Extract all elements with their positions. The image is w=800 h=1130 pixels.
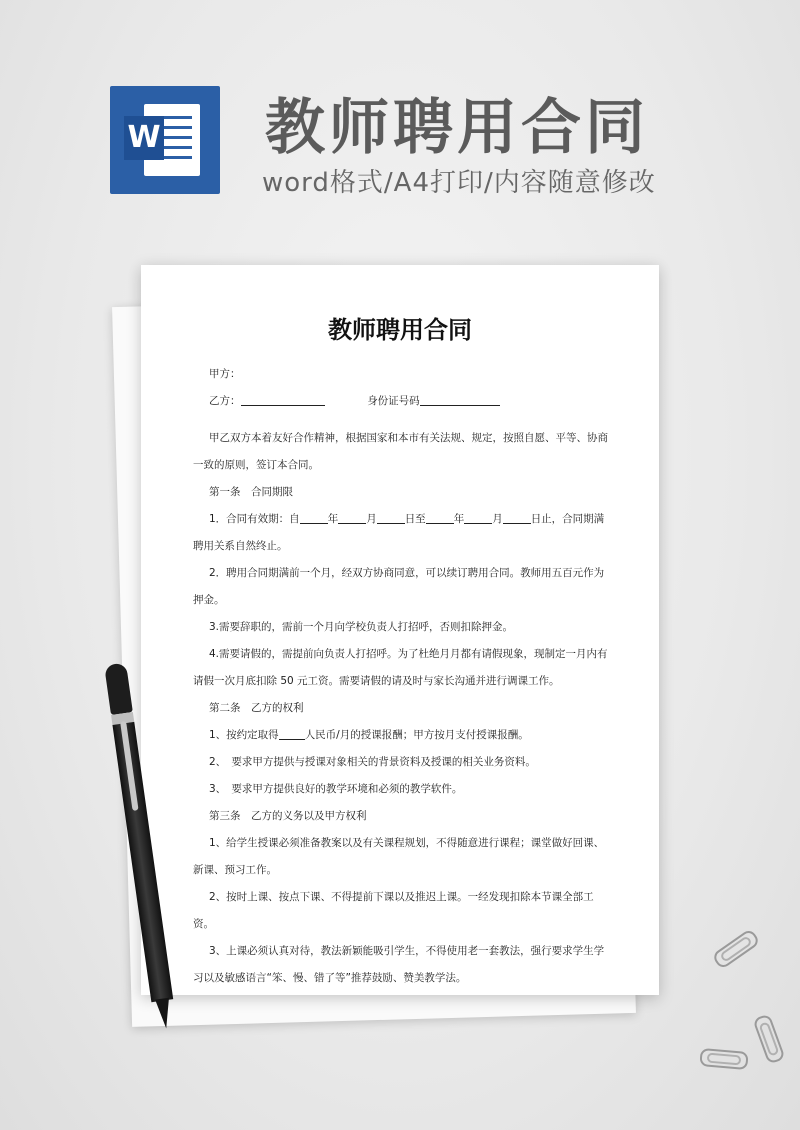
article-3-item-2: 2、按时上课、按点下课、不得提前下课以及推迟上课。一经发现扣除本节课全部工资。 xyxy=(193,891,594,930)
page-title: 教师聘用合同 xyxy=(265,93,649,163)
article-3-item-3: 3、上课必须认真对待，教法新颖能吸引学生，不得使用老一套教法，强行要求学生学习以及敏感语言“笨、慢、错了等”推荐鼓励、赞美教学法。 xyxy=(193,945,605,984)
word-icon xyxy=(110,86,220,194)
document-title: 教师聘用合同 xyxy=(328,316,472,344)
document-body xyxy=(193,361,613,992)
paperclip-icon xyxy=(752,1013,785,1064)
party-b-line: 乙方： 身份证号码 xyxy=(193,388,613,415)
paperclip-icon xyxy=(699,1048,748,1070)
article-3-heading: 第三条 乙方的义务以及甲方权利 xyxy=(209,810,367,822)
intro-paragraph: 甲乙双方本着友好合作精神，根据国家和本市有关法规、规定，按照自愿、平等、协商一致的原则，签订本合同。 xyxy=(193,432,608,471)
paperclip-icon xyxy=(711,928,761,970)
party-a-line: 甲方： xyxy=(209,368,241,380)
header xyxy=(0,0,800,230)
article-3-item-1: 1、给学生授课必须准备教案以及有关课程规划，不得随意进行课程；课堂做好回课、新课、预习工作。 xyxy=(193,837,605,876)
document-page xyxy=(141,265,659,995)
article-1-item-1: 1．合同有效期：自 年 月 日至 年 月 日止，合同期满聘用关系自然终止。 xyxy=(193,513,605,552)
article-1-item-2: 2．聘用合同期满前一个月，经双方协商同意，可以续订聘用合同。教师用五百元作为押金。 xyxy=(193,567,605,606)
article-1-heading: 第一条 合同期限 xyxy=(209,486,293,498)
article-1-item-3: 3.需要辞职的，需前一个月向学校负责人打招呼，否则扣除押金。 xyxy=(209,621,514,633)
word-letter: W xyxy=(124,116,164,160)
article-2-item-2: 2、 要求甲方提供与授课对象相关的背景资料及授课的相关业务资料。 xyxy=(209,756,536,768)
article-1-item-4: 4.需要请假的，需提前向负责人打招呼。为了杜绝月月都有请假现象，现制定一月内有请假一次月底扣除 50 元工资。需要请假的请及时与家长沟通并进行调课工作。 xyxy=(193,648,608,687)
article-2-heading: 第二条 乙方的权利 xyxy=(209,702,304,714)
page-subtitle: word格式/A4打印/内容随意修改 xyxy=(262,168,656,198)
article-2-item-1: 1、按约定取得 人民币/月的授课报酬；甲方按月支付授课报酬。 xyxy=(209,729,529,741)
article-2-item-3: 3、 要求甲方提供良好的教学环境和必须的教学软件。 xyxy=(209,783,463,795)
